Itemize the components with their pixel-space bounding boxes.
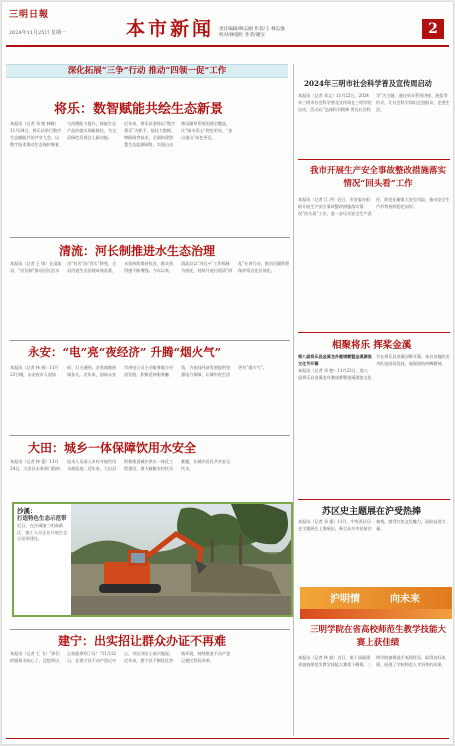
section-title: 本市新闻 (126, 18, 215, 40)
article-body: 本报讯（记者 王 飞）“你们的服务太贴心了，没想到这么快就拿到了证！”11月22日，在建宁县不动产登记中心，市民刘女士高兴地说。近年来，建宁县不断优化营商环境，持续推进不动产登记便民利民改革。 (10, 651, 231, 663)
article-body: 本报讯（记者 江 洪）近日，市安委办组织开展生产安全事故整改措施落实情况“回头看”工作，进一步压实安全生产责任，防范化解重大安全风险，推动安全生产形势持续稳定向好。 (298, 197, 450, 216)
footer-rule (6, 738, 449, 739)
article-body: 第八届将乐县金溪龙舟邀请赛暨金溪漂流文化节开幕 本报讯（记者 邓 艳）11月23日，第八届将乐县金溪龙舟邀请赛暨金溪漂流文化节在将乐县金溪河畔开幕，来自各地的龙舟队伍同场竞技，展现团结拼搏精神。 (298, 354, 450, 380)
newspaper-logo: 三明日報 (9, 10, 50, 20)
ad-ribbon (300, 609, 452, 619)
column-divider (293, 64, 294, 736)
photo-caption: 沙溪： 打造特色生态示范带 近日，在沙溪镇三明高新区，施工人员正在开展生态示范带建设。 (17, 507, 68, 541)
article-headline[interactable]: 大田：城乡一体保障饮用水安全 (28, 441, 197, 455)
article-divider (298, 499, 450, 500)
article-headline[interactable]: 三明学院在省高校师范生教学技能大赛上获佳绩 (309, 625, 446, 648)
article-body: 本报讯（记者 邓 强）11月，中央苏区历史主题展在上海展出，吸引众多市民前往参观，感受红色文化魅力，汲取奋进力量。 (298, 519, 446, 531)
article-headline[interactable]: 我市开展生产安全事故整改措施落实情况“回头看”工作 (310, 166, 447, 189)
article-divider (298, 332, 450, 333)
article-body: 本报讯（记者 邓文）11月22日，2024年三明市社会科学普及宣传周在三明学院启动，活动以“弘扬科学精神 普及社会科学”为主题，通过举办系列讲座、展览等形式，让社会科学知识走进群众、走进生活。 (298, 93, 450, 112)
photo-subtitle: 打造特色生态示范带 (17, 515, 67, 522)
article-divider (10, 629, 290, 630)
campaign-banner: 深化拓展“三争”行动 推动“四领一促”工作 (6, 64, 288, 78)
excavator-photo (71, 504, 293, 615)
ad-text-left: 沪明情 (330, 594, 360, 605)
article-body: 本报讯（记者 邓 艳 林嵘）11月24日，将乐县举行数字生态赋能共治共享大会，以数字技术推动生态保护修复与治理能力提升，探索生态产品价值实现新路径，为全县绿色发展注入新动能。 近年来，将乐县坚持以“数字将乐”为抓手，依托大数据、物联网等技术，全面构建智慧生态监测网络，实现山水林田湖草系统治理全覆盖，让“绿水青山”底色更亮、“金山银山”成色更足。 (10, 121, 233, 147)
page-number: 2 (422, 19, 444, 39)
header-rule (6, 45, 449, 47)
article-divider (298, 159, 450, 160)
photo-title: 沙溪： (17, 507, 37, 515)
masthead (2, 2, 453, 44)
article-headline[interactable]: 建宁：出实招让群众办证不再难 (58, 634, 227, 648)
advertisement-banner (300, 587, 452, 609)
newspaper-page (2, 2, 453, 744)
article-body: 本报讯（记者 林 晓）11月23日晚，永安夜市人流如织、灯火通明，各类商铺热闹非凡。近年来，国网永安市供电公司主动服务地方经济发展，积极延伸服务触角，为夜间经济发展提供坚强电力保障，让城市夜生活更有“烟火气”。 (10, 365, 267, 377)
article-headline[interactable]: 苏区史主题展在沪受热捧 (322, 507, 422, 517)
article-body: 本报讯（记者 林 斌）近日，第十届福建省高校师范生教学技能大赛落下帷幕，三明学院参赛选手表现优异，取得良好成绩，展现了学校师范人才培养的成果。 (298, 655, 446, 667)
article-divider (10, 435, 290, 436)
article-divider (10, 237, 290, 238)
article-headline[interactable]: 相聚将乐 挥桨金溪 (332, 340, 412, 351)
editor-credits: 责任编辑/林志刚 作者/王 林志强 校对/林强红 作者/谢宝 (219, 27, 285, 38)
issue-date: 2024年11月25日 星期一 (9, 30, 67, 36)
article-headline[interactable]: 2024年三明市社会科学普及宣传周启动 (304, 79, 432, 88)
article-headline[interactable]: 清流：河长制推进水生态治理 (59, 244, 216, 258)
photo-feature (12, 502, 293, 617)
article-body: 本报讯（记者 王 锋）在清流县，“河长制”推动河长治水由“有名”向“有实”转变，全县河道生态治理成效显著，水质持续保持优良，群众获得感不断增强。今年以来，清流县以“河长+”工作机制为依托，持续开展河道清“四乱”专项行动，推动河湖管理保护常态化长效化。 (10, 261, 290, 273)
article-body: 本报讯（记者 林 蕾）11月24日，大田县水务部门组织技术人员深入乡村开展饮用水源巡查。近年来，大田县积极推进城乡供水一体化工程建设，着力破解农村饮水难题，让城乡居民共享安全饮水。 (10, 459, 231, 471)
article-headline[interactable]: 将乐：数智赋能共绘生态新景 (54, 102, 224, 117)
ad-text-right: 向未来 (390, 594, 420, 605)
article-divider (10, 340, 290, 341)
article-headline[interactable]: 永安：“电”亮“夜经济” 升腾“烟火气” (28, 345, 222, 359)
